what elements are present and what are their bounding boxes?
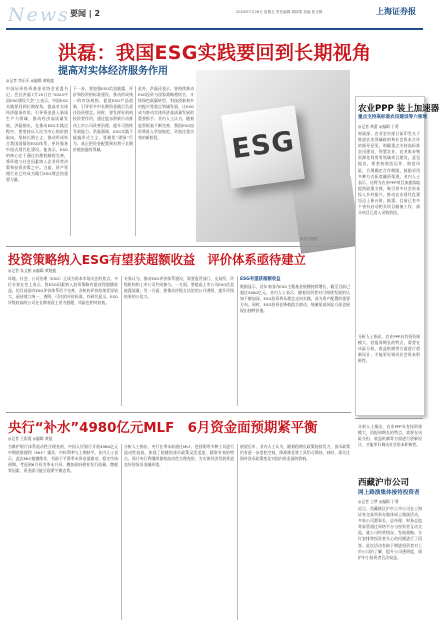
section-rule xyxy=(6,412,351,413)
third-body-col3: 展望后市，业内人士认为，随着稳增长政策持续发力，货币政策仍有进一步宽松空间，降准降息等工具仍可期待。同时，需关注海外货币政策变化对国内资金面的影响。 xyxy=(240,444,350,462)
news-wordmark: News xyxy=(8,4,70,26)
section-rule xyxy=(6,246,351,247)
lead-body-col1: 中国证券投资基金业协会党委书记、会长洪磊7月25日在“2024中国ESG建设大会”上表示，中国ESG实践要回到长期视角，提高对实体经济服务作用，引导资金进入新质生产力领域，推动经济高质量发展。洪磊指出，在推动ESG实践过程中，要坚持以人民为中心的价值取向，坚持长期主义，推动形成符合我国国情的ESG体系，更好服务中国式现代化建设。他表示，ESG的核心在于通过治理机制的完善，将环境与社会因素纳入企业经营决策和投资决策之中。当前，资产管理行业已经成为践行ESG理念的重要力量。 xyxy=(6,86,68,183)
paper-name: 上海证券报 xyxy=(376,6,416,16)
esg-block xyxy=(221,105,305,189)
lead-headline: 洪磊：我国ESG实践要回到长期视角 xyxy=(58,42,372,64)
second-headline: 投资策略纳入ESG有望获超额收益 评价体系亟待建立 xyxy=(8,253,306,267)
section-label: 要闻 | 2 xyxy=(70,9,101,18)
third-body-col1: 为维护银行体系流动性合理充裕，中国人民银行开展4980亿元中期借贷便利（MLF）操作，中标利率与上期持平。业内人士表示，此次MLF超额续作，有助于平滑季末资金面波动，稳定市场预期。考虑到6月份为季末月份，叠加政府债券发行放量、缴税等因素，资金面可能呈现紧平衡态势。 xyxy=(8,444,118,474)
second-body-col1: 环境、社会、公司治理（ESG）正成为资本市场关注的焦点。多位专家在会上表示，将ESG因素纳入投资策略有望获得超额收益，但目前国内ESG评价体系仍不完善，各机构评价结果差异较大，亟待建立统一、透明、可比的评价标准。有研究显示，ESG评级较高的公司在长期表现上更为稳健，风险也相对较低。 xyxy=(8,276,118,306)
column-divider xyxy=(121,444,122,620)
fourth-byline: ◎记者 王梦 ◎编辑 于勇 xyxy=(358,499,399,504)
lead-body-col2: 下一步，要加强ESG信息披露、评价和投资的标准建设，推动形成统一的市场规则，促进ESG产品创新，引导更多中长期资金践行负责任投资理念。同时，要发挥好机构投资者作用，通过股东积极行动推动上市公司改善治理，提升可持续发展能力。洪磊强调，ESG实践不能搞形式主义，要避免“漂绿”行为，真正把资金配置到有利于长期价值创造的领域。 xyxy=(73,86,133,152)
second-subheading: ESG有望获超额收益 xyxy=(240,277,281,282)
fourth-headline: 西藏沪市公司 xyxy=(358,478,410,488)
fourth-subtitle: 网上路演集体接待投资者 xyxy=(358,490,420,496)
section-rule xyxy=(355,418,423,419)
esg-photo xyxy=(196,70,350,242)
esg-block-shadow xyxy=(291,176,360,254)
sidebar-headline: 农业PPP 装上加速器 xyxy=(358,104,439,114)
header-rule xyxy=(6,28,423,30)
column-divider xyxy=(135,86,136,236)
fourth-body: 近日，西藏辖区沪市上市公司在上海证券交易所举办集体网上路演活动，多家公司董事长、总经理、财务总监等高管通过网络平台与投资者互动交流，就公司经营情况、发展战略、分红安排等投资者关心的问题进行了回答。此次活动有助于增进投资者对上市公司的了解，提升公司透明度，保护中小投资者合法权益。 xyxy=(358,506,422,560)
column-divider xyxy=(237,444,238,620)
sidebar-body: 财政部、农业农村部日前印发关于推进农业领域政府和社会资本合作的指导意见，明确重点支持高标准农田建设、智慧农业、农业废弃物资源化利用等领域项目建设。意见提出，要坚持规范运作，防范风险，合理确定合作期限，鼓励采用多种方式拓宽融资渠道。业内人士表示，这将为农业PPP项目加速落地提供政策支撑，吸引更多社会资本投入乡村振兴，推动农业现代化建设迈上新台阶。据悉，目前已有多个省份启动相关项目储备工作，部分项目已进入采购阶段。 xyxy=(358,131,420,216)
column-divider xyxy=(121,276,122,406)
sidebar-body-2: 分析人士指出，农业PPP具有投资规模大、回报周期长的特点，需要在风险分担、收益机制等方面进行创新设计，才能更好调动社会资本积极性。 xyxy=(358,334,420,364)
issue-meta: 2024年7月26日 星期五 责任编辑 胡林果 美编 张玉梅 xyxy=(236,10,323,14)
esg-block-text: ESG xyxy=(229,125,297,166)
photo-caption: 视觉中国图 xyxy=(300,237,317,241)
column-divider xyxy=(237,276,238,406)
second-body-col2: 专家认为，推动ESG评价体系建设，需要监管部门、交易所、评级机构和上市公司共同参与。一方面，要提高上市公司ESG信息披露质量；另一方面，要推动评级方法论的公开透明，提升评级结果的公信力。 xyxy=(124,276,234,300)
lead-byline: ◎记者 李乐乐 ◎编辑 黄晓鹿 xyxy=(6,78,55,83)
sidebar-byline: ◎记者 黄蕾 ◎编辑 于勇 xyxy=(358,124,399,129)
third-body-col2: 分析人士指出，央行在季末前通过MLF、逆回购等多种工具进行流动性投放，体现了稳健的货币政策灵活适度、精准有效的特点。预计央行将继续保持流动性合理充裕，为实体经济发展营造良好的货币金融环境。 xyxy=(124,444,234,468)
lead-body-col3: 此外，洪磊还表示，要持续推动ESG投资与国家战略相结合，支持绿色低碳转型、科技创新和乡村振兴等重点领域发展，让ESG成为推动实体经济高质量发展的重要抓手。业内人士认为，随着监管框架不断完善，我国ESG投资将进入更加规范、更加注重实效的新阶段。 xyxy=(138,86,194,140)
sidebar-body-continued: 分析人士指出，农业PPP具有投资规模大、回报周期长的特点，需要在风险分担、收益机制等方面进行创新设计，才能更好调动社会资本积极性。 xyxy=(358,424,422,448)
second-body-col3: 数据显示，近年来国内ESG主题基金规模持续增长，截至目前已超过5000亿元。业内人士表示，随着投资者对可持续发展的认知不断加深，ESG投资将从理念走向实践，成为资产配置的重要方向。同时，ESG投资在降低组合波动、规避尾部风险方面也展现出独特价值。 xyxy=(240,284,350,314)
sidebar-subtitle: 重点支持高标准农田建设等六领域 xyxy=(358,115,427,120)
third-headline: 央行“补水”4980亿元MLF 6月资金面预期紧平衡 xyxy=(8,421,318,436)
third-byline: ◎记者 王彩霞 ◎编辑 黄旭 xyxy=(8,436,53,441)
column-divider xyxy=(70,86,71,236)
second-byline: ◎记者 朱文彬 ◎编辑 黄晓鹿 xyxy=(8,268,57,273)
lead-subtitle: 提高对实体经济服务作用 xyxy=(58,66,168,77)
